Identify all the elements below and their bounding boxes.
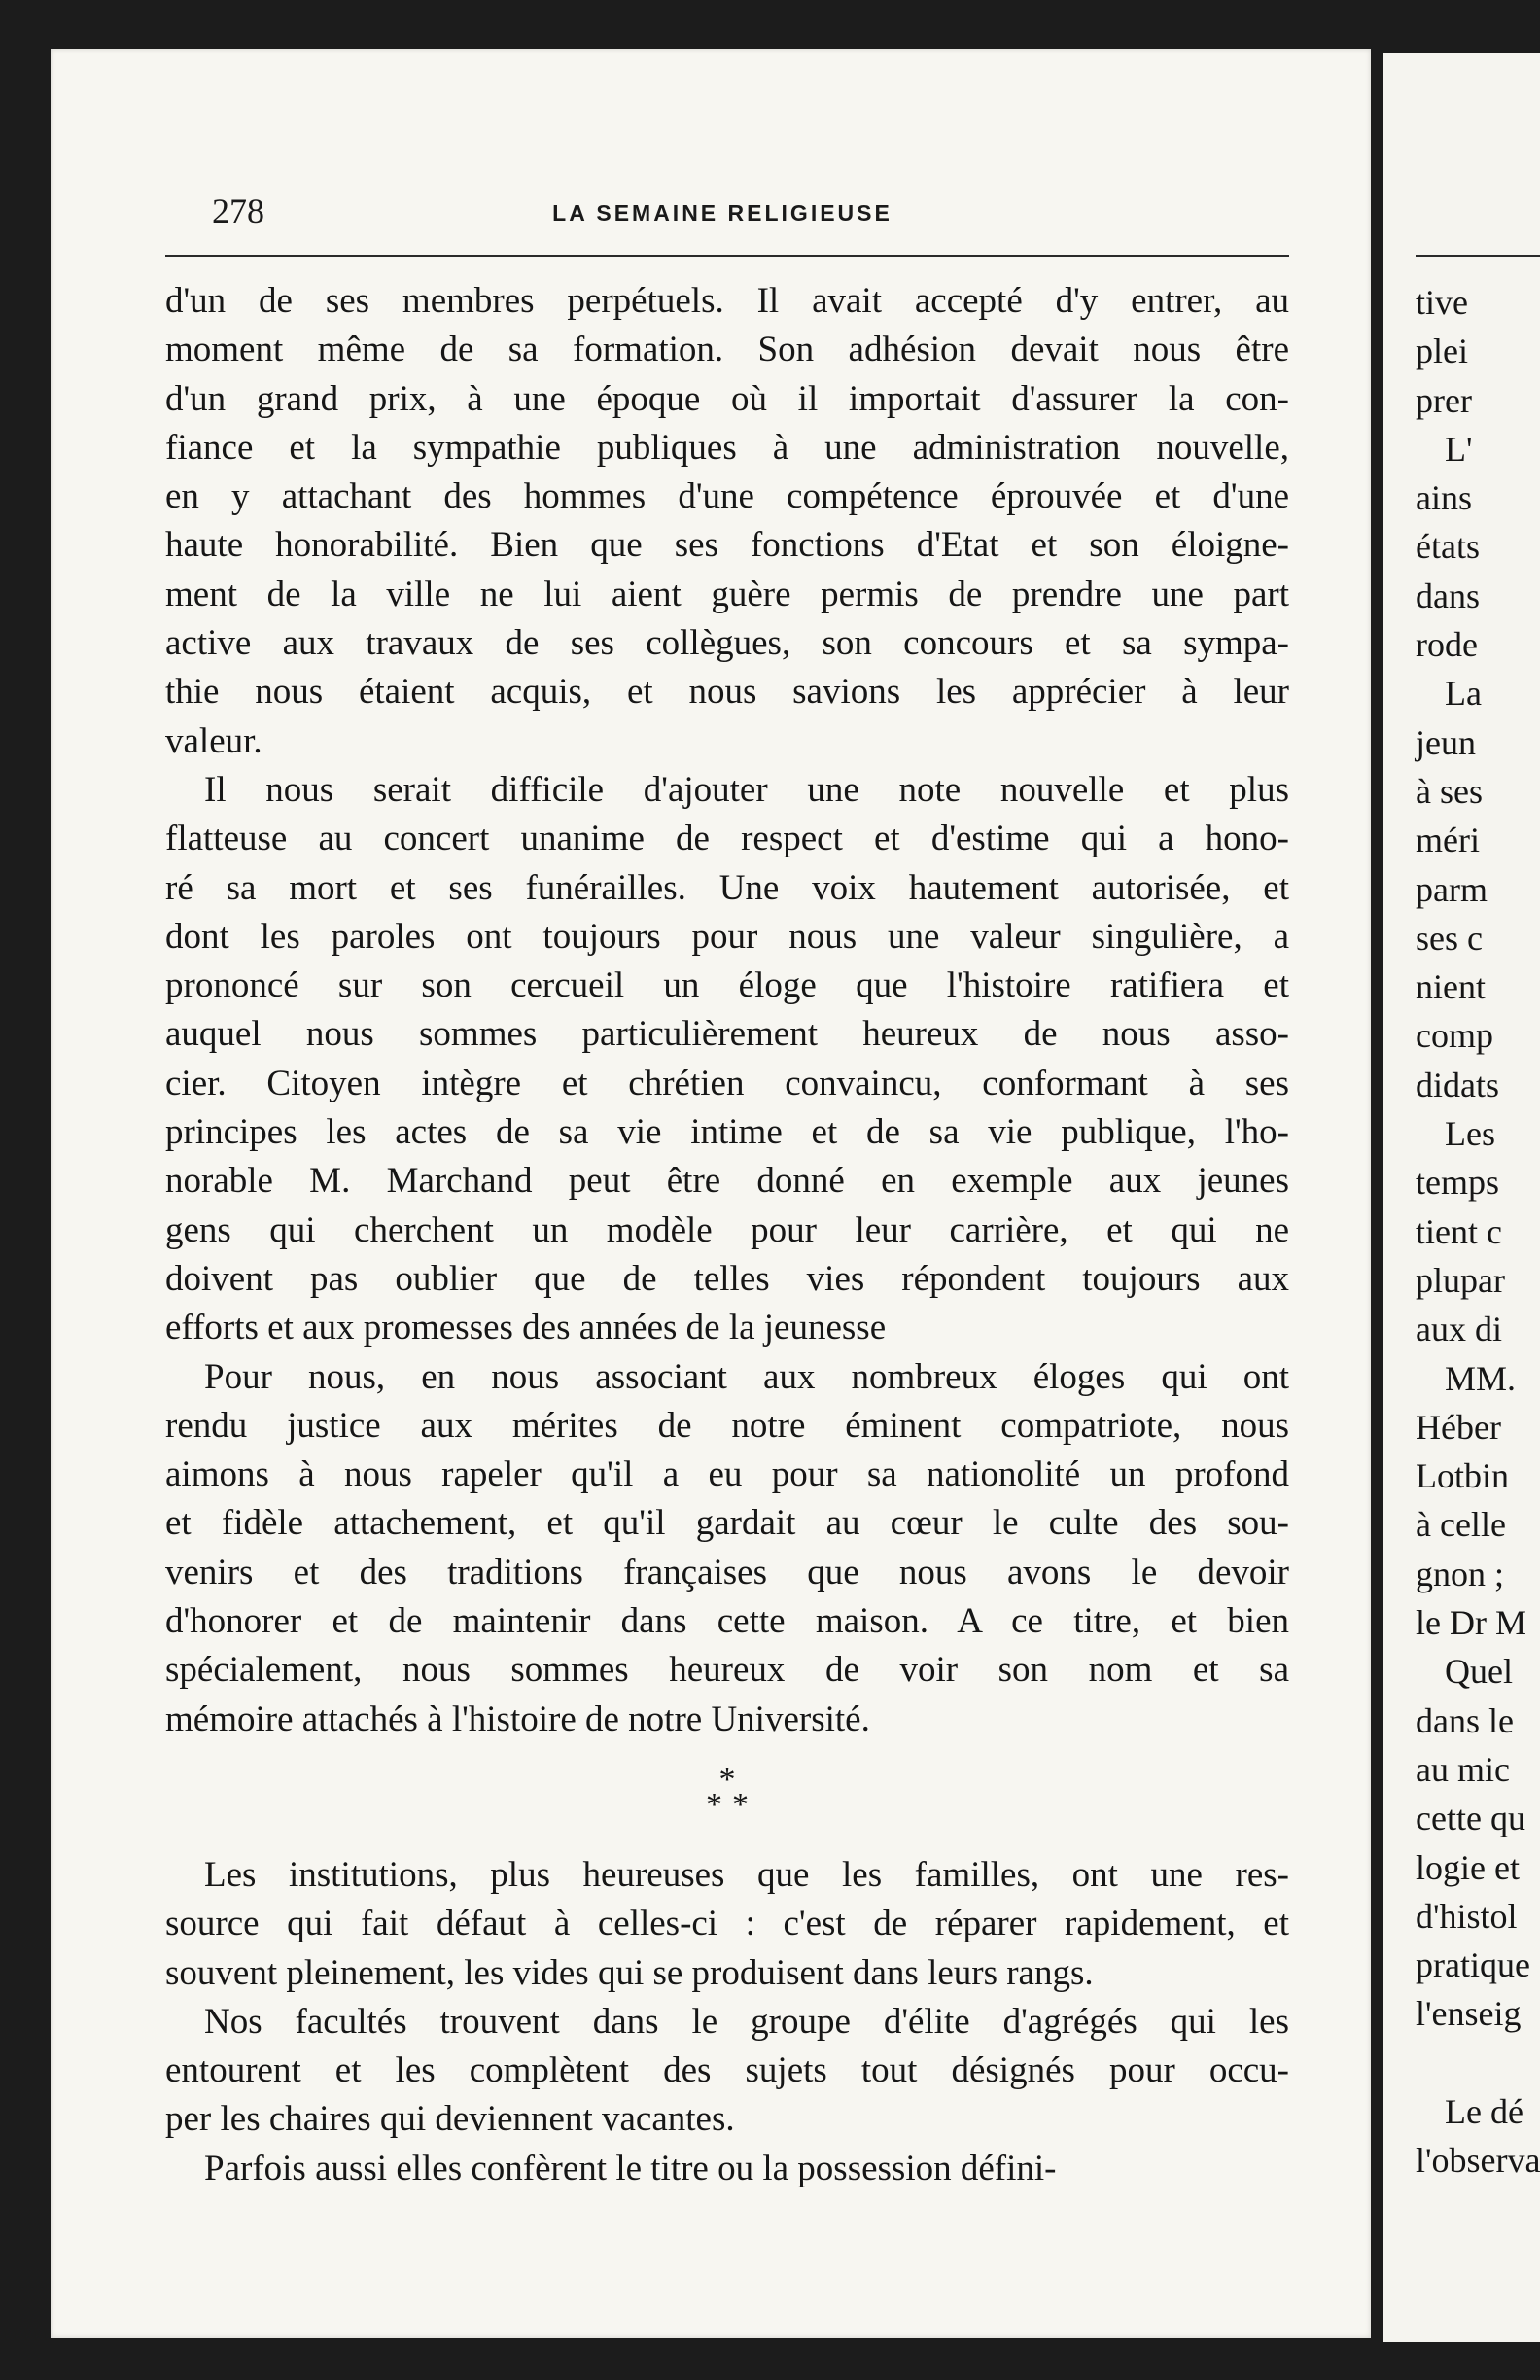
text-line: mémoire attachés à l'histoire de notre Université.: [165, 1698, 870, 1739]
text-line: en y attachant des hommes d'une compétence éprouvée et d'une: [165, 476, 1289, 517]
text-line: et fidèle attachement, et qu'il gardait au cœur le culte des sou-: [165, 1503, 1289, 1544]
adjacent-page-line: l'enseig: [1416, 1994, 1522, 2034]
adjacent-page-line: rode: [1416, 625, 1478, 665]
paragraph: [165, 766, 1289, 1353]
adjacent-page-line: états: [1416, 527, 1480, 567]
text-line: venirs et des traditions françaises que nous avons le devoir: [165, 1552, 1289, 1592]
page-header-title: LA SEMAINE RELIGIEUSE: [552, 200, 892, 226]
adjacent-page-line: prer: [1416, 380, 1472, 420]
text-line: Nos facultés trouvent dans le groupe d'élite d'agrégés qui les: [204, 2001, 1289, 2042]
adjacent-page-line: dans le: [1416, 1700, 1514, 1740]
adjacent-page-line: parm: [1416, 869, 1488, 909]
text-line: d'un grand prix, à une époque où il importait d'assurer la con-: [165, 378, 1289, 419]
adjacent-page-line: au mic: [1416, 1749, 1510, 1789]
adjacent-page-line: ses c: [1416, 918, 1483, 958]
text-line: haute honorabilité. Bien que ses fonctions d'Etat et son éloigne-: [165, 525, 1289, 566]
text-line: prononcé sur son cercueil un éloge que l'histoire ratifiera et: [165, 965, 1289, 1006]
adjacent-page-line: La: [1445, 674, 1482, 714]
adjacent-page-line: Les: [1445, 1114, 1495, 1154]
adjacent-page-line: nient: [1416, 967, 1486, 1007]
adjacent-page-line: [1416, 2039, 1540, 2087]
paragraph: [165, 277, 1289, 766]
adjacent-page-line: comp: [1416, 1016, 1493, 1056]
text-line: doivent pas oublier que de telles vies répondent toujours aux: [165, 1258, 1289, 1299]
paragraph: [165, 1998, 1289, 2145]
text-line: active aux travaux de ses collègues, son concours et sa sympa-: [165, 623, 1289, 664]
text-line: Il nous serait difficile d'ajouter une note nouvelle et plus: [204, 769, 1289, 810]
body-text: [165, 277, 1289, 2193]
running-head: [51, 191, 1371, 239]
text-line: d'honorer et de maintenir dans cette maison. A ce titre, et bien: [165, 1601, 1289, 1642]
ornament-top-asterisk: *: [718, 1761, 736, 1798]
text-line: fiance et la sympathie publiques à une administration nouvelle,: [165, 427, 1289, 468]
adjacent-page-line: L': [1445, 429, 1473, 469]
adjacent-page-line: temps: [1416, 1163, 1499, 1203]
text-line: Les institutions, plus heureuses que les familles, ont une res-: [204, 1854, 1289, 1895]
adjacent-page-line: Lotbin: [1416, 1456, 1509, 1496]
adjacent-page-line: le Dr M: [1416, 1603, 1526, 1643]
text-line: valeur.: [165, 720, 262, 761]
text-line: cier. Citoyen intègre et chrétien convaincu, conformant à ses: [165, 1063, 1289, 1103]
text-line: rendu justice aux mérites de notre éminent compatriote, nous: [165, 1405, 1289, 1446]
text-line: spécialement, nous sommes heureux de voir son nom et sa: [165, 1650, 1289, 1691]
text-line: souvent pleinement, les vides qui se produisent dans leurs rangs.: [165, 1952, 1094, 1993]
page-number: 278: [212, 192, 264, 230]
paragraph: [165, 1851, 1289, 1998]
text-line: dont les paroles ont toujours pour nous une valeur singulière, a: [165, 916, 1289, 957]
adjacent-page-text: [1416, 278, 1540, 2185]
text-line: norable M. Marchand peut être donné en exemple aux jeunes: [165, 1161, 1289, 1202]
adjacent-page-line: d'histol: [1416, 1896, 1518, 1936]
adjacent-page-line: Héber: [1416, 1407, 1501, 1447]
text-line: thie nous étaient acquis, et nous savions les apprécier à leur: [165, 672, 1289, 713]
text-line: principes les actes de sa vie intime et de sa vie publique, l'ho-: [165, 1112, 1289, 1153]
adjacent-page: [1382, 52, 1540, 2342]
text-line: gens qui cherchent un modèle pour leur carrière, et qui ne: [165, 1209, 1289, 1250]
text-line: ré sa mort et ses funérailles. Une voix hautement autorisée, et: [165, 867, 1289, 908]
header-rule: [165, 255, 1289, 257]
adjacent-page-line: gnon ;: [1416, 1554, 1505, 1593]
paragraph: [165, 2145, 1289, 2193]
text-line: d'un de ses membres perpétuels. Il avait accepté d'y entrer, au: [165, 281, 1289, 321]
section-ornament: [165, 1750, 1289, 1851]
adjacent-page-rule: [1416, 255, 1540, 257]
text-line: per les chaires qui deviennent vacantes.: [165, 2099, 735, 2140]
adjacent-page-line: plei: [1416, 332, 1468, 371]
text-line: Pour nous, en nous associant aux nombreux éloges qui ont: [204, 1356, 1289, 1397]
adjacent-page-line: Quel: [1445, 1652, 1513, 1692]
adjacent-page-line: plupar: [1416, 1260, 1505, 1300]
text-line: efforts et aux promesses des années de la jeunesse: [165, 1308, 887, 1348]
text-line: ment de la ville ne lui aient guère permis de prendre une part: [165, 574, 1289, 614]
ornament-bottom-asterisks: **: [706, 1786, 758, 1823]
text-line: Parfois aussi elles confèrent le titre ou la possession défini-: [204, 2148, 1057, 2188]
adjacent-page-line: l'observa: [1416, 2140, 1540, 2180]
adjacent-page-line: didats: [1416, 1065, 1499, 1104]
text-line: source qui fait défaut à celles-ci : c'est de réparer rapidement, et: [165, 1904, 1289, 1944]
adjacent-page-line: à celle: [1416, 1505, 1506, 1545]
adjacent-page-line: logie et: [1416, 1847, 1520, 1887]
adjacent-page-line: MM.: [1445, 1358, 1517, 1398]
adjacent-page-line: pratique: [1416, 1945, 1530, 1985]
text-line: aimons à nous rapeler qu'il a eu pour sa nationolité un profond: [165, 1454, 1289, 1495]
adjacent-page-line: à ses: [1416, 771, 1483, 811]
adjacent-page-line: tive: [1416, 283, 1468, 322]
adjacent-page-line: aux di: [1416, 1310, 1502, 1349]
adjacent-page-line: cette qu: [1416, 1799, 1525, 1838]
text-line: entourent et les complètent des sujets tout désignés pour occu-: [165, 2050, 1289, 2091]
adjacent-page-line: méri: [1416, 821, 1480, 860]
text-line: moment même de sa formation. Son adhésion devait nous être: [165, 330, 1289, 370]
paragraph: [165, 1353, 1289, 1744]
text-line: flatteuse au concert unanime de respect et d'estime qui a hono-: [165, 819, 1289, 859]
text-line: auquel nous sommes particulièrement heureux de nous asso-: [165, 1014, 1289, 1055]
adjacent-page-line: jeun: [1416, 722, 1476, 762]
adjacent-page-line: tient c: [1416, 1211, 1502, 1251]
adjacent-page-line: ains: [1416, 478, 1472, 518]
adjacent-page-line: Le dé: [1445, 2091, 1523, 2131]
adjacent-page-line: dans: [1416, 576, 1480, 615]
